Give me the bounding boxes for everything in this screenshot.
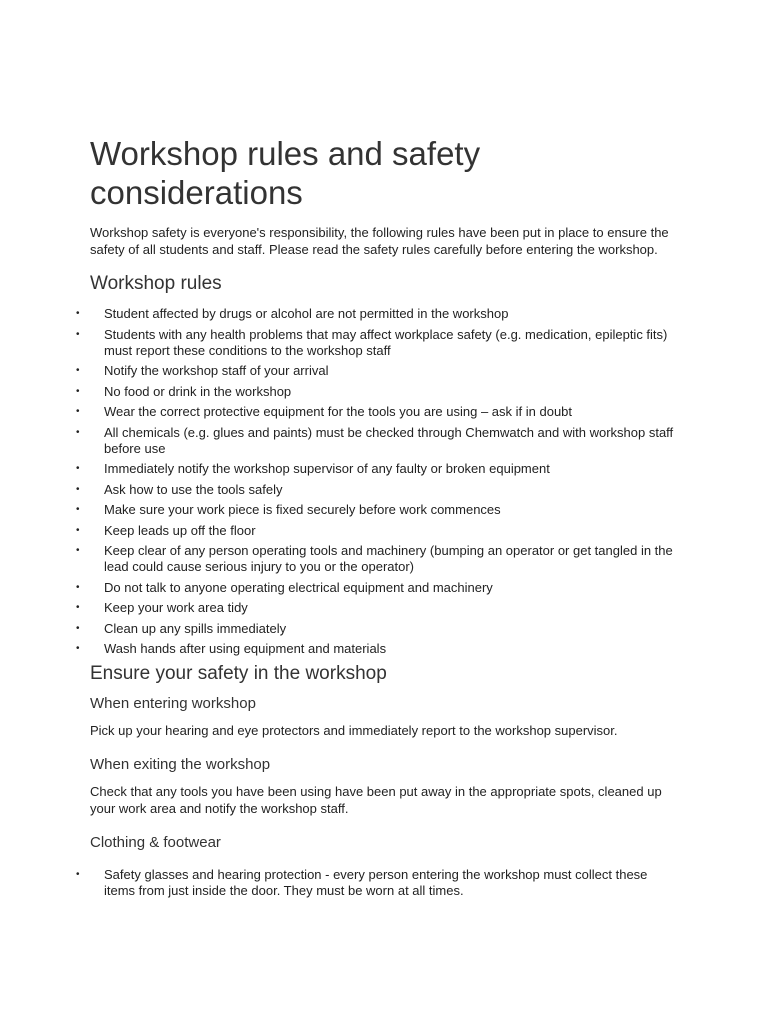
bullet-icon: •: [76, 545, 80, 556]
clothing-item-text: Safety glasses and hearing protection - every person entering the workshop must collect these items from just inside the door. They must be worn at all times.: [104, 866, 648, 898]
clothing-list: [76, 867, 676, 899]
bullet-icon: •: [76, 524, 80, 536]
rule-text: No food or drink in the workshop: [104, 383, 292, 399]
rule-text: Keep clear of any person operating tools and machinery (bumping an operator or get tangled in the lead could cause serious injury to you or the operator): [104, 543, 673, 574]
rule-text: Students with any health problems that may affect workplace safety (e.g. medication, epileptic fits) must report these conditions to the workshop staff: [104, 326, 668, 358]
bullet-icon: •: [76, 406, 80, 417]
list-item: [76, 641, 676, 657]
list-item: [76, 404, 676, 420]
list-item: [76, 523, 676, 539]
bullet-icon: •: [76, 426, 80, 438]
bullet-icon: •: [76, 463, 80, 474]
clothing-heading: Clothing & footwear: [90, 833, 221, 851]
entering-text: Pick up your hearing and eye protectors and immediately report to the workshop supervisor.: [90, 722, 618, 738]
bullet-icon: •: [76, 868, 80, 880]
rule-text: Wash hands after using equipment and materials: [104, 641, 387, 656]
document-page: [76, 134, 690, 903]
rule-text: Do not talk to anyone operating electrical equipment and machinery: [104, 579, 493, 595]
rule-text: Keep your work area tidy: [104, 600, 248, 615]
list-item: [76, 543, 676, 575]
bullet-icon: •: [76, 581, 80, 593]
list-item: [76, 867, 676, 899]
rule-text: All chemicals (e.g. glues and paints) must be checked through Chemwatch and with workshop staff before use: [104, 424, 674, 456]
list-item: [76, 327, 676, 359]
list-item: [76, 621, 676, 637]
bullet-icon: •: [76, 328, 80, 340]
list-item: [76, 482, 676, 498]
rules-heading: Workshop rules: [90, 273, 222, 294]
page-title: Workshop rules and safety considerations: [90, 135, 481, 211]
exiting-text: Check that any tools you have been using have been put away in the appropriate spots, cleaned up your work area and notify the workshop staff.: [90, 783, 662, 816]
rule-text: Wear the correct protective equipment for the tools you are using – ask if in doubt: [104, 404, 573, 419]
list-item: [76, 461, 676, 477]
rule-text: Notify the workshop staff of your arrival: [104, 363, 329, 378]
intro-paragraph: Workshop safety is everyone's responsibility, the following rules have been put in place to ensure the safety of all students and staff. Please read the safety rules carefully before entering the workshop.: [90, 225, 669, 257]
list-item: [76, 363, 676, 379]
rule-text: Student affected by drugs or alcohol are not permitted in the workshop: [104, 306, 509, 321]
rule-text: Clean up any spills immediately: [104, 620, 287, 636]
list-item: [76, 384, 676, 400]
rules-list: [76, 306, 676, 657]
bullet-icon: •: [76, 308, 80, 319]
safety-heading: Ensure your safety in the workshop: [90, 662, 387, 684]
rule-text: Immediately notify the workshop supervisor of any faulty or broken equipment: [104, 461, 550, 476]
bullet-icon: •: [76, 483, 80, 495]
list-item: [76, 580, 676, 596]
bullet-icon: •: [76, 602, 80, 613]
rule-text: Make sure your work piece is fixed securely before work commences: [104, 502, 501, 517]
rule-text: Ask how to use the tools safely: [104, 481, 283, 497]
rule-text: Keep leads up off the floor: [104, 522, 256, 538]
bullet-icon: •: [76, 365, 80, 376]
list-item: [76, 425, 676, 457]
bullet-icon: •: [76, 504, 80, 515]
list-item: [76, 502, 676, 518]
list-item: [76, 600, 676, 616]
bullet-icon: •: [76, 643, 80, 654]
list-item: [76, 306, 676, 322]
entering-heading: When entering workshop: [90, 694, 256, 712]
exiting-heading: When exiting the workshop: [90, 755, 271, 773]
bullet-icon: •: [76, 385, 80, 397]
bullet-icon: •: [76, 622, 80, 634]
